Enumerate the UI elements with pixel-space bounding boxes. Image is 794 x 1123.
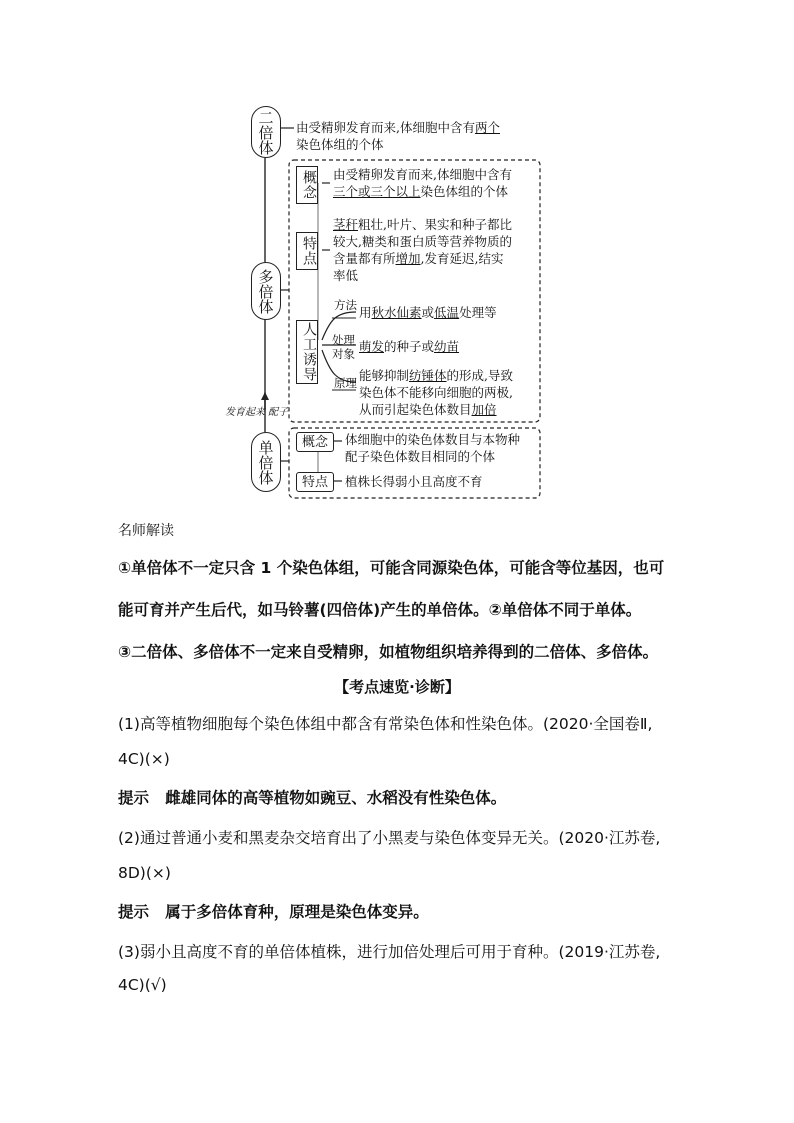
- chromosome-ploidy-diagram: [0, 0, 794, 520]
- polyploid-node: [251, 262, 281, 320]
- induction-target-text: 萌发的种子或幼苗: [359, 339, 460, 354]
- question-1-hint: 提示 雌雄同体的高等植物如豌豆、水稻没有性染色体。: [118, 789, 507, 807]
- question-2-line-1: (2)通过普通小麦和黑麦杂交培育出了小黑麦与染色体变异无关。(2020·江苏卷,: [118, 829, 661, 847]
- haploid-label: 单倍体: [256, 439, 275, 485]
- induction-target-label: 处理 对象: [332, 333, 355, 361]
- polyploid-features-text: 茎秆粗壮,叶片、果实和种子都比 较大,糖类和蛋白质等营养物质的 含量都有所增加,发育延迟,结实 率低: [333, 217, 512, 283]
- interpretation-line-1: ①单倍体不一定只含 1 个染色体组，可能含同源染色体，可能含等位基因，也可: [118, 559, 665, 577]
- quiz-title: 【考点速览·诊断】: [334, 678, 460, 696]
- question-2-hint: 提示 属于多倍体育种，原理是染色体变异。: [118, 903, 429, 921]
- polyploid-features-box: 特点: [296, 232, 318, 270]
- section-title: 名师解读: [118, 523, 174, 539]
- polyploid-label: 多倍体: [256, 268, 275, 314]
- diploid-definition: 由受精卵发育而来,体细胞中含有两个 染色体组的个体: [296, 120, 500, 152]
- question-3-line-2: 4C)(√): [118, 976, 167, 994]
- interpretation-line-2: 能可育并产生后代，如马铃薯(四倍体)产生的单倍体。②单倍体不同于单体。: [118, 601, 642, 619]
- haploid-concept-box: 概念: [296, 432, 334, 452]
- induction-method-text: 用秋水仙素或低温处理等: [359, 305, 497, 320]
- polyploid-concept-text: 由受精卵发育而来,体细胞中含有 三个或三个以上染色体组的个体: [333, 167, 512, 199]
- haploid-features-text: 植株长得弱小且高度不育: [345, 474, 483, 489]
- induction-method-label: 方法: [334, 298, 357, 312]
- handwritten-note: 发育起来 配子: [225, 407, 289, 418]
- diploid-label: 二倍体: [256, 109, 275, 155]
- question-2-line-2: 8D)(×): [118, 864, 171, 882]
- interpretation-line-3: ③二倍体、多倍体不一定来自受精卵，如植物组织培养得到的二倍体、多倍体。: [118, 643, 659, 661]
- question-1-line-2: 4C)(×): [118, 750, 170, 768]
- polyploid-concept-box: 概念: [296, 166, 318, 204]
- question-3-line-1: (3)弱小且高度不育的单倍体植株，进行加倍处理后可用于育种。(2019·江苏卷,: [118, 943, 661, 961]
- artificial-induction-box: 人工诱导: [296, 320, 318, 384]
- haploid-concept-text: 体细胞中的染色体数目与本物种 配子染色体数目相同的个体: [345, 432, 521, 464]
- diploid-node: [251, 106, 281, 158]
- question-1-line-1: (1)高等植物细胞每个染色体组中都含有常染色体和性染色体。(2020·全国卷Ⅱ,: [118, 715, 653, 733]
- induction-principle-text: 能够抑制纺锤体的形成,导致 染色体不能移向细胞的两极, 从而引起染色体数目加倍: [359, 368, 514, 417]
- haploid-node: [251, 432, 281, 492]
- induction-principle-label: 原理: [334, 376, 357, 390]
- haploid-features-box: 特点: [296, 472, 334, 492]
